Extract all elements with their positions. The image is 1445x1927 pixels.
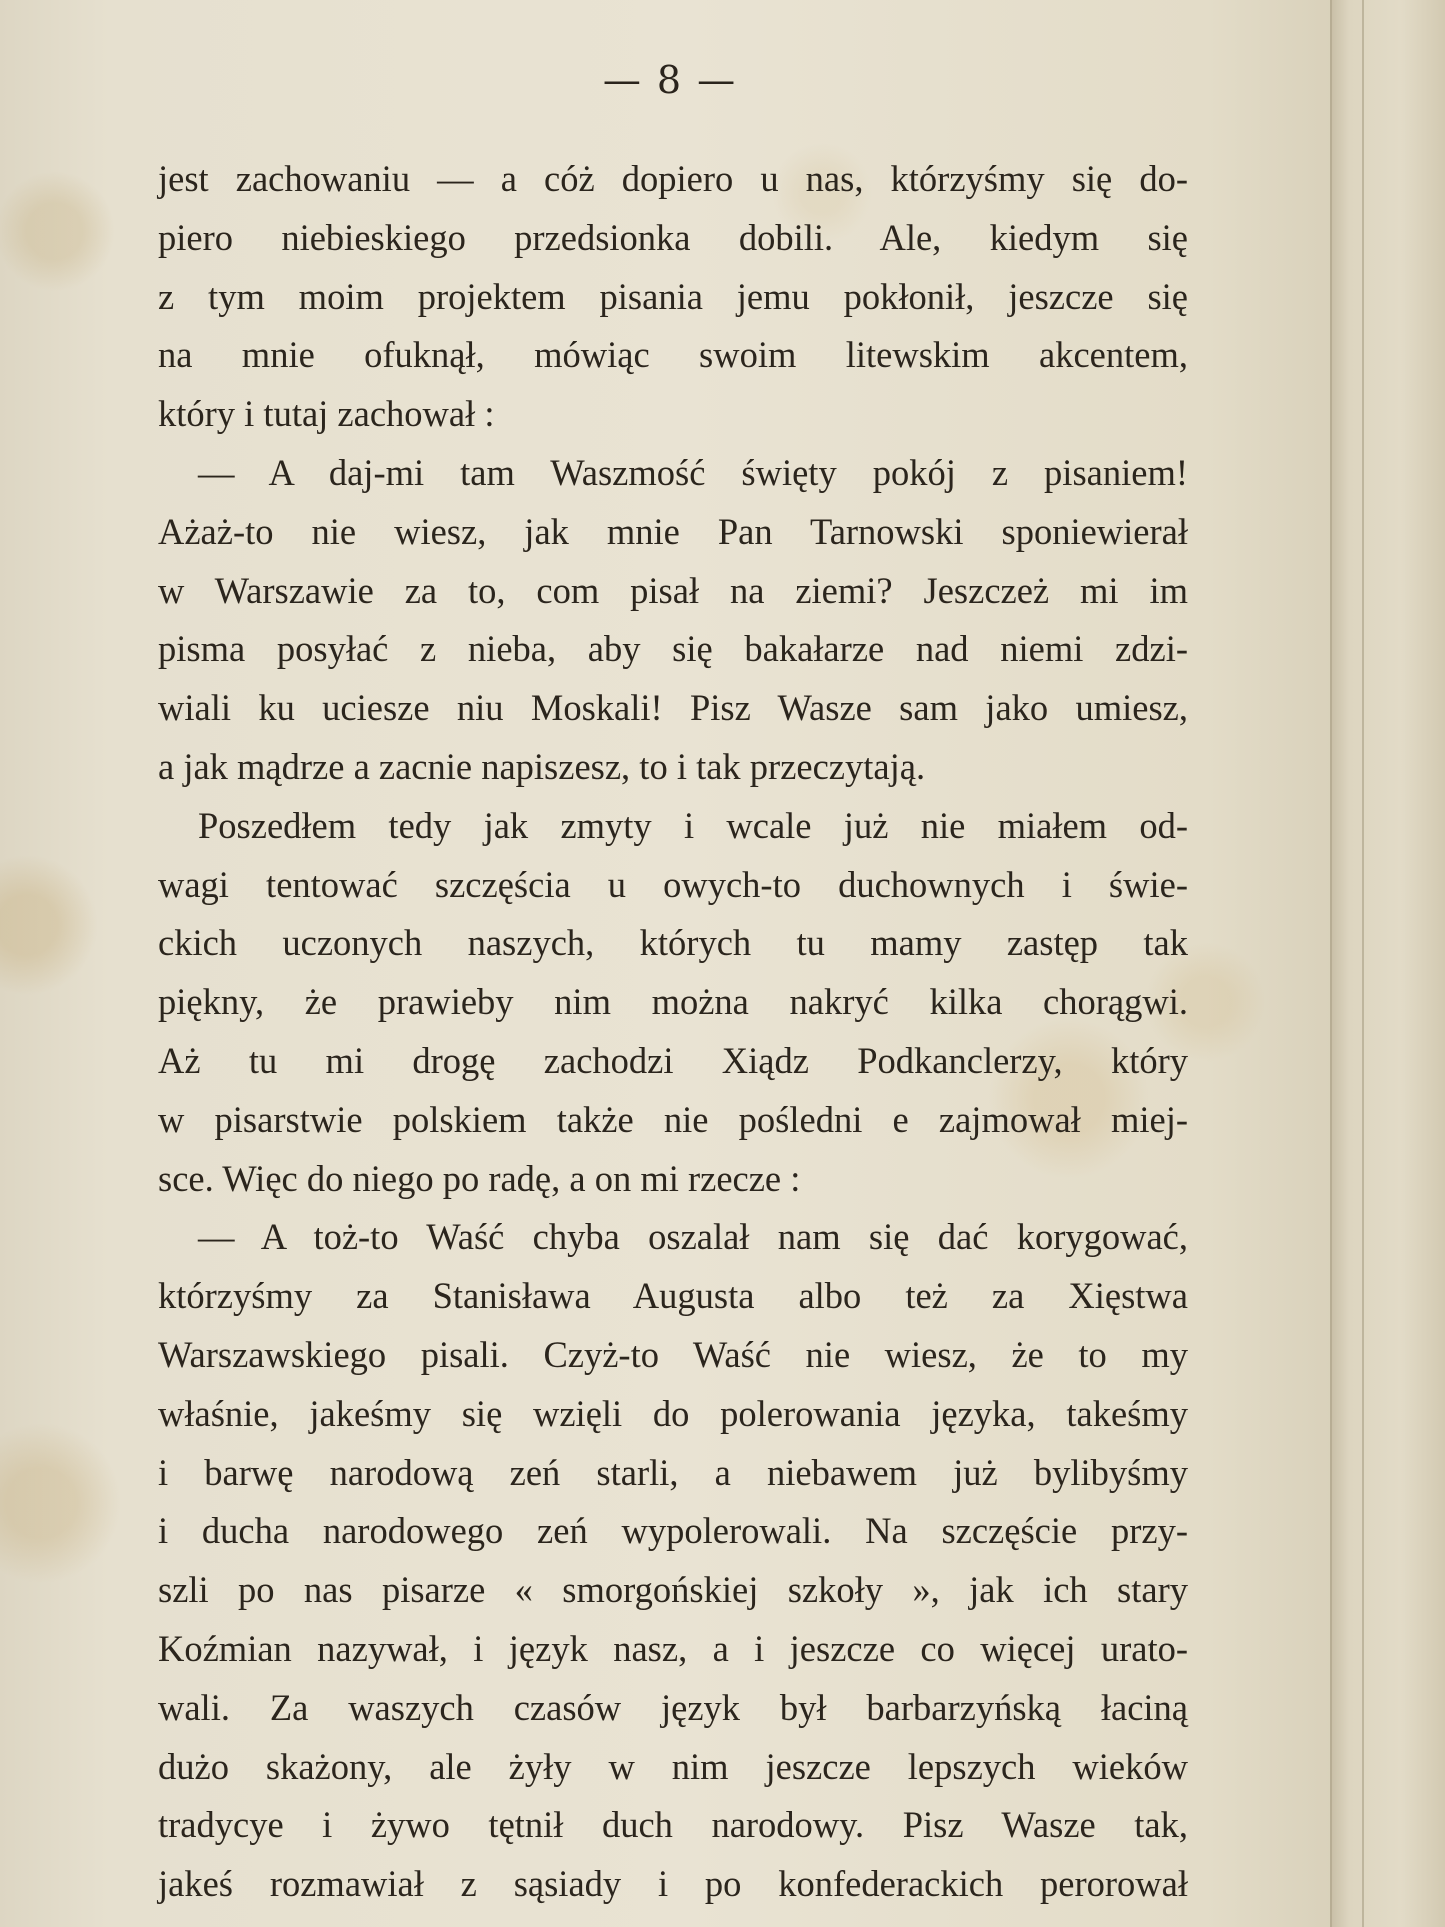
text-line: i ducha narodowego zeń wypolerowali. Na szczęście przy-: [158, 1510, 1188, 1552]
text-line: wagi tentować szczęścia u owych-to duchownych i świe-: [158, 863, 1188, 905]
text-line: piękny, że prawieby nim można nakryć kilka chorągwi.: [158, 981, 1188, 1023]
text-line: piero niebieskiego przedsionka dobili. Ale, kiedym się: [158, 216, 1188, 258]
page-number: — 8 —: [602, 58, 738, 102]
text-line: Aż tu mi drogę zachodzi Xiądz Podkanclerzy, który: [158, 1039, 1188, 1081]
text-line: który i tutaj zachował :: [158, 393, 495, 435]
text-line: pisma posyłać z nieba, aby się bakałarze nad niemi zdzi-: [158, 628, 1188, 670]
text-line: — A daj-mi tam Waszmość święty pokój z pisaniem!: [198, 451, 1188, 493]
text-line: tradycye i żywo tętnił duch narodowy. Pisz Wasze tak,: [158, 1804, 1188, 1846]
text-line: dużo skażony, ale żyły w nim jeszcze lepszych wieków: [158, 1745, 1188, 1787]
text-line: wali. Za waszych czasów język był barbarzyńską łaciną: [158, 1686, 1188, 1728]
text-line: jest zachowaniu — a cóż dopiero u nas, którzyśmy się do-: [158, 158, 1188, 199]
text-line: a jak mądrze a zacnie napiszesz, to i tak przeczytają.: [158, 745, 926, 787]
text-line: ckich uczonych naszych, których tu mamy zastęp tak: [158, 922, 1188, 964]
text-line: i barwę narodową zeń starli, a niebawem już bylibyśmy: [158, 1451, 1188, 1493]
text-line: jakeś rozmawiał z sąsiady i po konfederackich perorował: [158, 1863, 1188, 1905]
page-text: [158, 150, 1188, 1914]
book-gutter: [1330, 0, 1445, 1927]
text-line: na mnie ofuknął, mówiąc swoim litewskim akcentem,: [158, 334, 1188, 376]
text-line: z tym moim projektem pisania jemu pokłonił, jeszcze się: [158, 275, 1188, 317]
text-line: którzyśmy za Stanisława Augusta albo też za Xięstwa: [158, 1275, 1188, 1317]
text-line: Poszedłem tedy jak zmyty i wcale już nie miałem od-: [198, 804, 1188, 846]
text-line: właśnie, jakeśmy się wzięli do polerowania języka, takeśmy: [158, 1392, 1188, 1434]
text-line: Koźmian nazywał, i język nasz, a i jeszcze co więcej urato-: [158, 1627, 1188, 1669]
text-line: Warszawskiego pisali. Czyż-to Waść nie wiesz, że to my: [158, 1333, 1188, 1375]
text-line: w Warszawie za to, com pisał na ziemi? Jeszczeż mi im: [158, 569, 1188, 611]
text-line: w pisarstwie polskiem także nie pośledni e zajmował miej-: [158, 1098, 1188, 1140]
text-line: szli po nas pisarze « smorgońskiej szkoły », jak ich stary: [158, 1569, 1188, 1611]
text-line: sce. Więc do niego po radę, a on mi rzecze :: [158, 1157, 801, 1199]
text-line: — A toż-to Waść chyba oszalał nam się dać korygować,: [198, 1216, 1188, 1258]
text-line: Ażaż-to nie wiesz, jak mnie Pan Tarnowski sponiewierał: [158, 510, 1188, 552]
text-line: wiali ku uciesze niu Moskali! Pisz Wasze sam jako umiesz,: [158, 687, 1188, 729]
gutter-edge: [1362, 0, 1364, 1927]
